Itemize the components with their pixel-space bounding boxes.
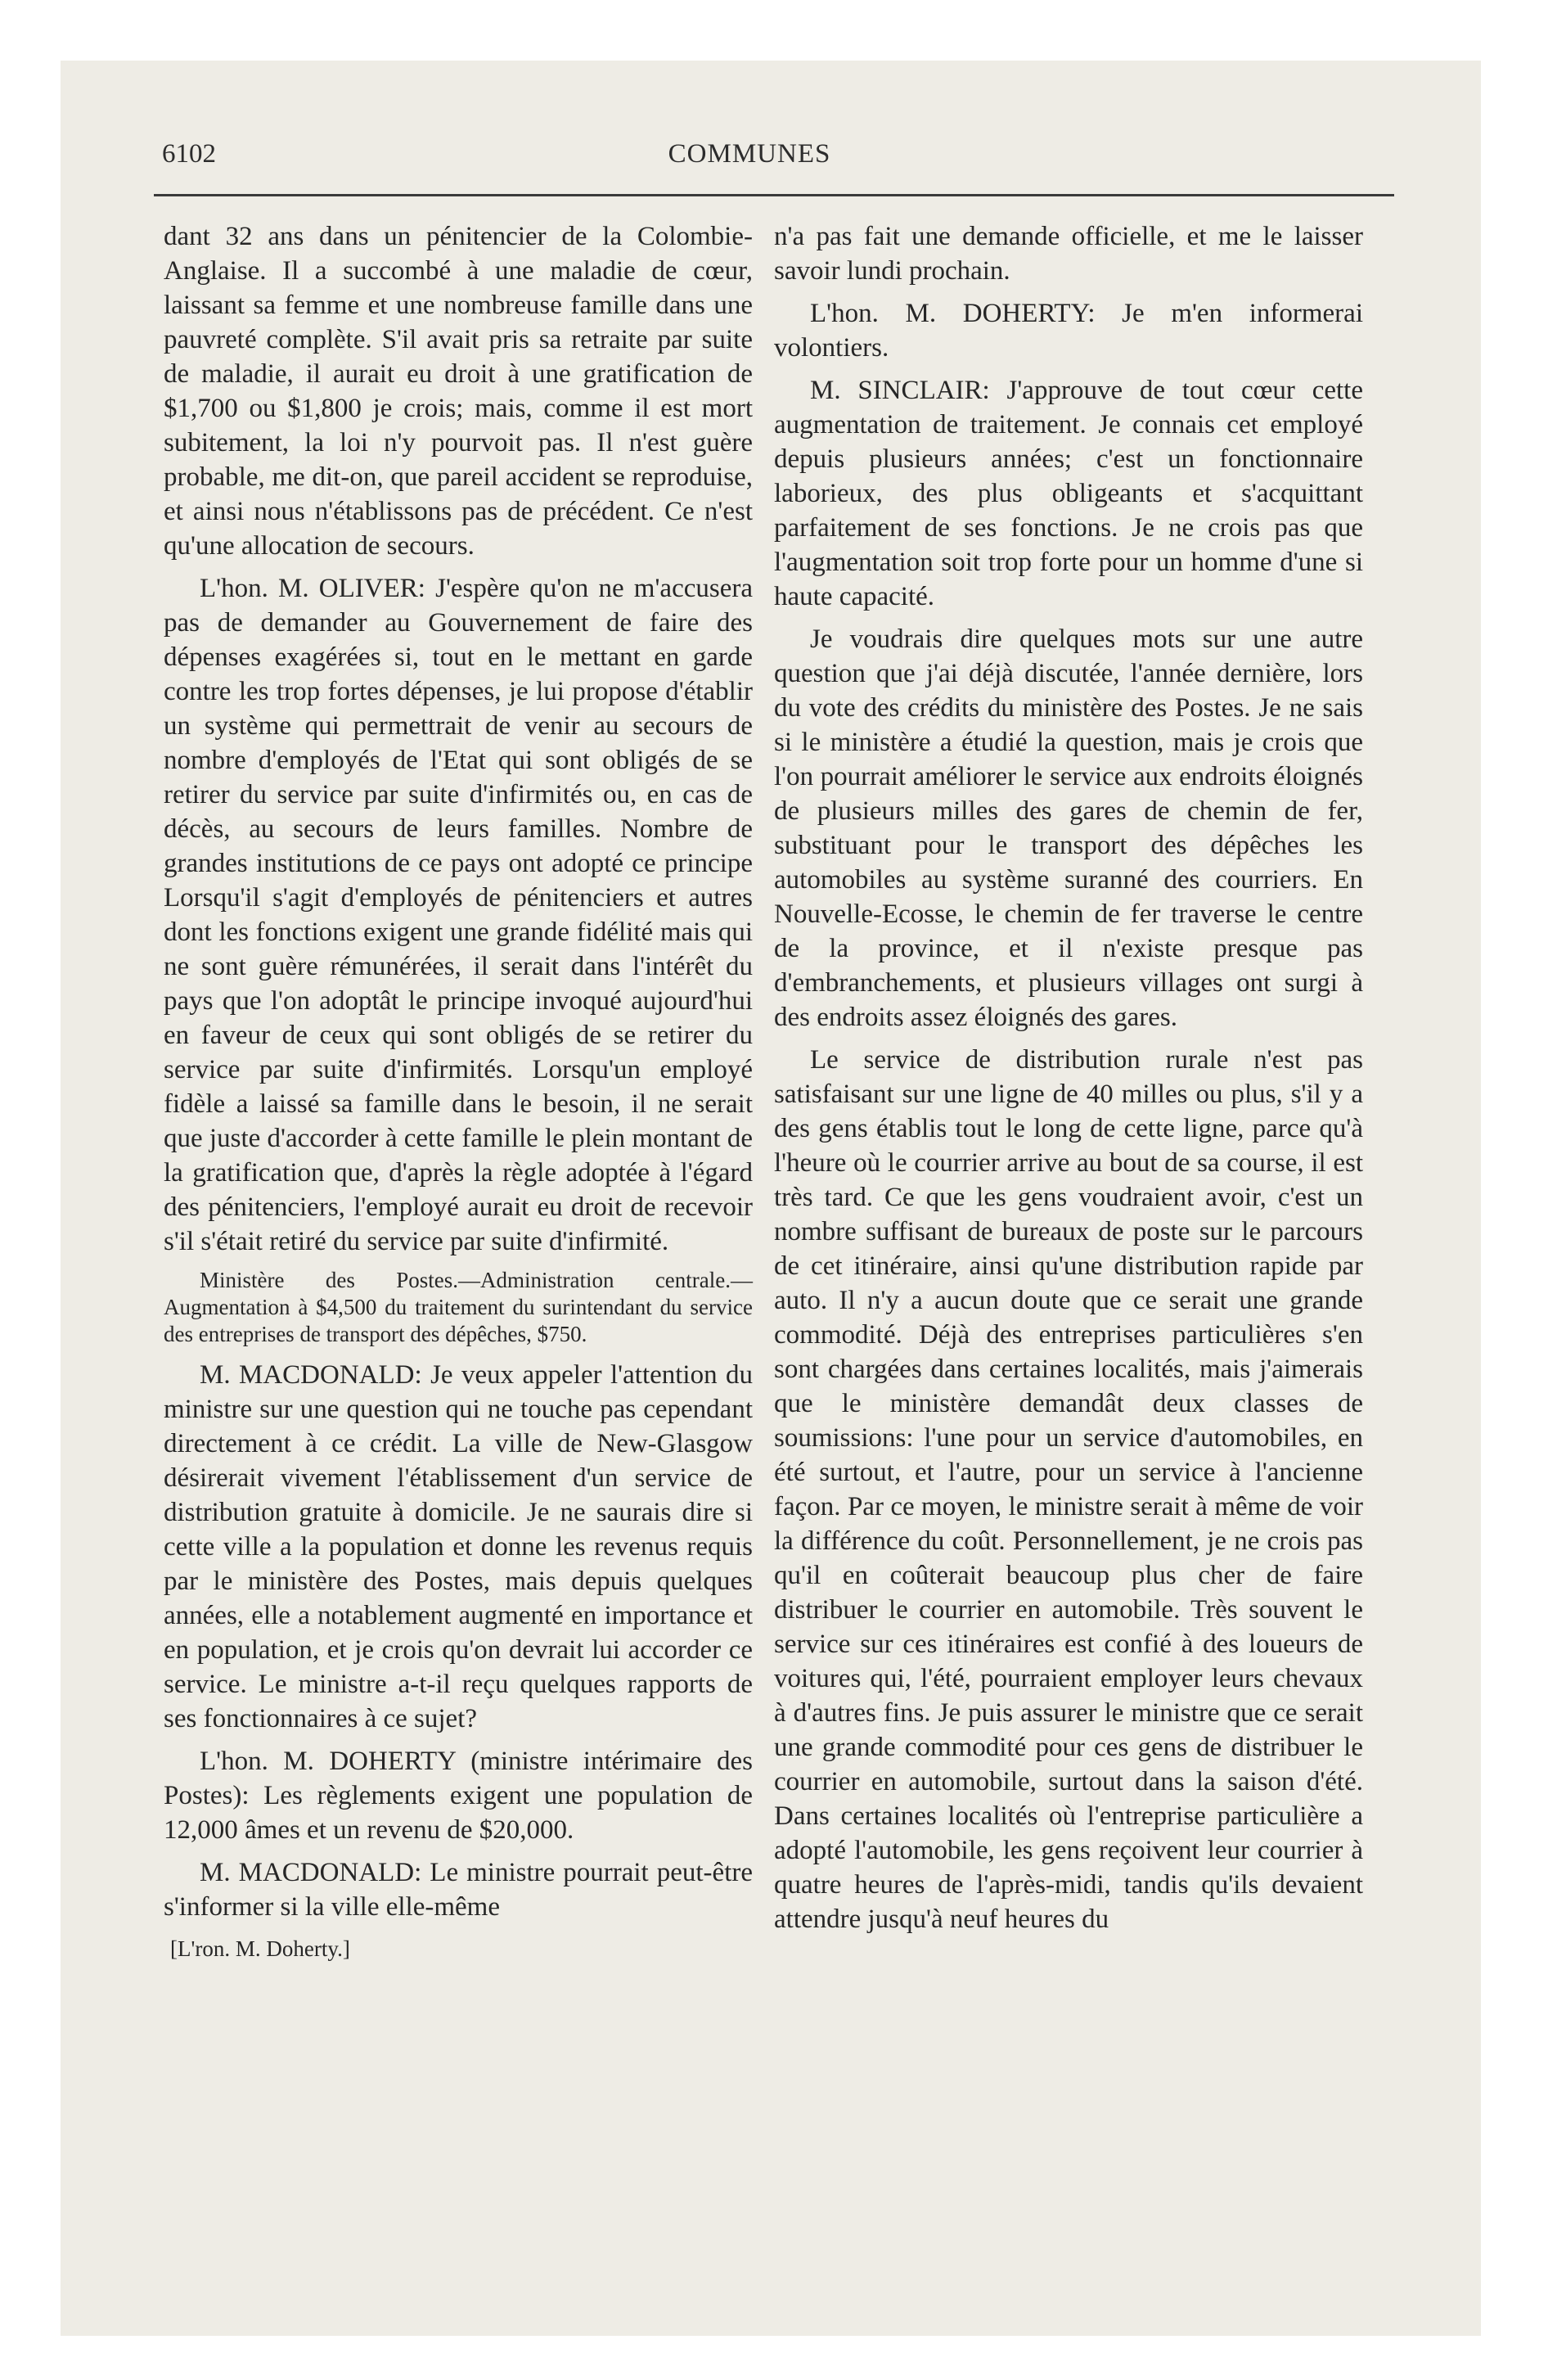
page-number: 6102 <box>162 139 216 169</box>
speaker-footer: [L'ron. M. Doherty.] <box>170 1936 350 1961</box>
paragraph: L'hon. M. OLIVER: J'espère qu'on ne m'accusera pas de demander au Gouvernement de faire des dépenses exagérées si, tout en le mettant en garde contre les trop fortes dépenses, je lui propose d'établir un système qui permettrait de venir au secours de nombre d'employés de l'Etat qui sont obligés de se retirer du service par suite d'infirmités ou, en cas de décès, au secours de leurs familles. Nombre de grandes institutions de ce pays ont adopté ce principe Lorsqu'il s'agit d'employés de pénitenciers et autres dont les fonctions exigent une grande fidélité mais qui ne sont guère rémunérées, il serait dans l'intérêt du pays que l'on adoptât le principe invoqué aujourd'hui en faveur de ceux qui sont obligés de se retirer du service par suite d'infirmités. Lorsqu'un employé fidèle a laissé sa famille dans le besoin, il ne serait que juste d'accorder à cette famille le plein montant de la gratification que, d'après la règle adoptée à l'égard des pénitenciers, l'employé aurait eu droit de recevoir s'il s'était retiré du service par suite d'infirmité. <box>164 574 753 1256</box>
header-rule <box>154 194 1394 196</box>
paragraph: L'hon. M. DOHERTY (ministre intérimaire des Postes): Les règlements exigent une population de 12,000 âmes et un revenu de $20,000. <box>164 1747 753 1845</box>
paragraph: M. SINCLAIR: J'approuve de tout cœur cette augmentation de traitement. Je connais cet employé depuis plusieurs années; c'est un fonctionnaire laborieux, des plus obligeants et s'acquittant parfaitement de ses fonctions. Je ne crois pas que l'augmentation soit trop forte pour un homme d'une si haute capacité. <box>774 376 1363 611</box>
running-title: COMMUNES <box>668 139 831 169</box>
right-column <box>774 219 1363 1945</box>
paragraph: Le service de distribution rurale n'est pas satisfaisant sur une ligne de 40 milles ou plus, s'il y a des gens établis tout le long de cette ligne, parce qu'à l'heure où le courrier arrive au bout de sa course, il est très tard. Ce que les gens voudraient avoir, c'est un nombre suffisant de bureaux de poste sur le parcours de cet itinéraire, ainsi qu'une distribution rapide par auto. Il n'y a aucun doute que ce serait une grande commodité. Déjà des entreprises particulières s'en sont chargées dans certaines localités, mais j'aimerais que le ministère demandât deux classes de soumissions: l'une pour un service d'automobiles, en été surtout, et l'autre, pour un service à l'ancienne façon. Par ce moyen, le ministre serait à même de voir la différence du coût. Personnellement, je ne crois pas qu'il en coûterait beaucoup plus cher de faire distribuer le courrier en automobile. Très souvent le service sur ces itinéraires est confié à des loueurs de voitures qui, l'été, pourraient employer leurs chevaux à d'autres fins. Je puis assurer le ministre que ce serait une grande commodité pour ces gens de distribuer le courrier en automobile, surtout dans la saison d'été. Dans certaines localités où l'entreprise particulière a adopté l'automobile, les gens reçoivent leur courrier à quatre heures de l'après-midi, tandis qu'ils devaient attendre jusqu'à neuf heures du <box>774 1045 1363 1934</box>
estimate-item: Ministère des Postes.—Administration centrale.—Augmentation à $4,500 du traitement du surintendant du service des entreprises de transport des dépêches, $750. <box>164 1268 753 1346</box>
paragraph: M. MACDONALD: Je veux appeler l'attention du ministre sur une question qui ne touche pas cependant directement à ce crédit. La ville de New-Glasgow désirerait vivement l'établissement d'un service de distribution gratuite à domicile. Je ne saurais dire si cette ville a la population et donne les revenus requis par le ministère des Postes, mais depuis quelques années, elle a notablement augmenté en importance et en population, et je crois qu'on devrait lui accorder ce service. Le ministre a-t-il reçu quelques rapports de ses fonctionnaires à ce sujet? <box>164 1360 753 1733</box>
paragraph: dant 32 ans dans un pénitencier de la Colombie-Anglaise. Il a succombé à une maladie de cœur, laissant sa femme et une nombreuse famille dans une pauvreté complète. S'il avait pris sa retraite par suite de maladie, il aurait eu droit à une gratification de $1,700 ou $1,800 je crois; mais, comme il est mort subitement, la loi n'y pourvoit pas. Il n'est guère probable, me dit-on, que pareil accident se reproduise, et ainsi nous n'établissons pas de précédent. Ce n'est qu'une allocation de secours. <box>164 222 753 561</box>
paragraph: M. MACDONALD: Le ministre pourrait peut-être s'informer si la ville elle-même <box>164 1858 753 1922</box>
paragraph: Je voudrais dire quelques mots sur une autre question que j'ai déjà discutée, l'année dernière, lors du vote des crédits du ministère des Postes. Je ne sais si le ministère a étudié la question, mais je crois que l'on pourrait améliorer le service aux endroits éloignés de plusieurs milles des gares de chemin de fer, substituant pour le transport des dépêches les automobiles au système suranné des courriers. En Nouvelle-Ecosse, le chemin de fer traverse le centre de la province, et il n'existe presque pas d'embranchements, et plusieurs villages ont surgi à des endroits assez éloignés des gares. <box>774 624 1363 1032</box>
left-column <box>164 219 753 1971</box>
paragraph: L'hon. M. DOHERTY: Je m'en informerai volontiers. <box>774 299 1363 363</box>
page-header <box>97 139 1402 174</box>
paragraph: n'a pas fait une demande officielle, et me le laisser savoir lundi prochain. <box>774 222 1363 286</box>
